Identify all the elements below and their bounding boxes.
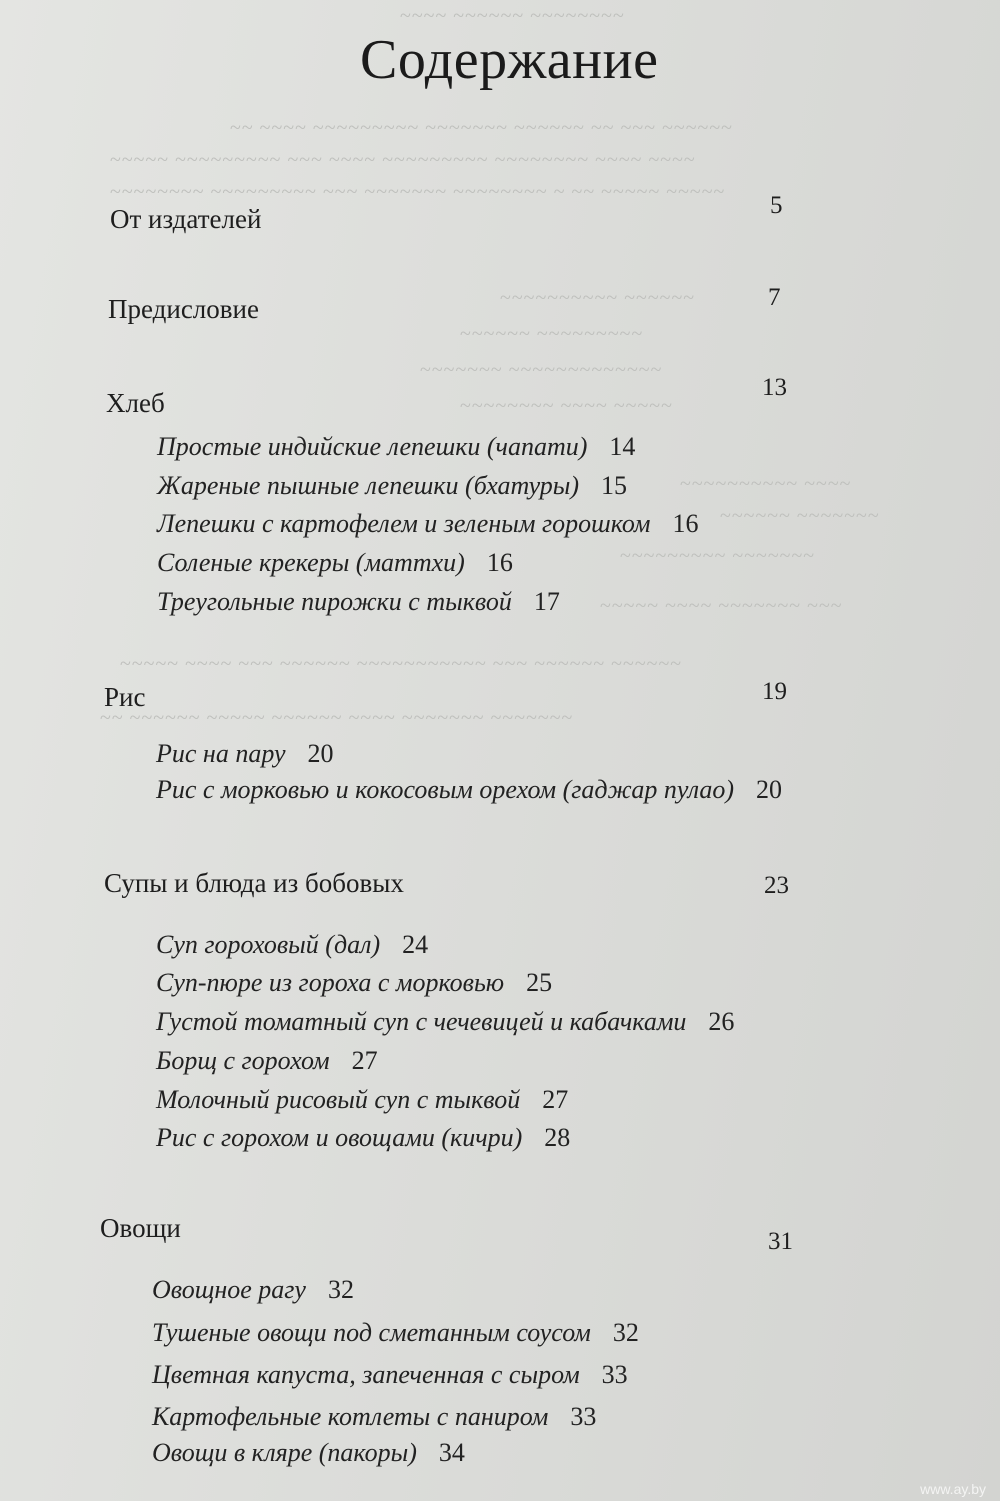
toc-entry-page: 15 xyxy=(601,471,628,500)
toc-section-page: 5 xyxy=(770,192,783,219)
toc-section-page: 19 xyxy=(762,678,787,705)
show-through-text: ~~~~~ ~~~~ ~~~~~~~ ~~~ xyxy=(600,595,843,617)
toc-section-label: Рис xyxy=(104,682,146,712)
toc-section-label: Супы и блюда из бобовых xyxy=(104,868,404,898)
toc-section-page: 23 xyxy=(764,872,789,899)
toc-entry-page: 14 xyxy=(609,432,636,461)
toc-entry xyxy=(156,775,782,805)
show-through-text: ~~~~~~ ~~~~~~~~~ xyxy=(460,323,644,345)
toc-entry xyxy=(156,1123,570,1153)
toc-entry-label: Лепешки с картофелем и зеленым горошком xyxy=(157,509,651,538)
toc-entry xyxy=(157,471,627,501)
toc-entry-label: Борщ с горохом xyxy=(156,1046,330,1075)
toc-entry-label: Жареные пышные лепешки (бхатуры) xyxy=(157,471,580,500)
toc-entry xyxy=(156,1046,378,1076)
show-through-text: ~~~~~~~~~ ~~~~~~~ xyxy=(620,545,816,567)
toc-section-page: 7 xyxy=(768,284,781,311)
toc-entry-page: 17 xyxy=(533,587,560,616)
toc-entry-label: Тушеные овощи под сметанным соусом xyxy=(152,1318,591,1347)
toc-entry-label: Рис с горохом и овощами (кичри) xyxy=(156,1123,523,1152)
toc-entry xyxy=(157,432,635,462)
toc-entry-label: Соленые крекеры (маттхи) xyxy=(157,548,465,577)
show-through-text: ~~~~~~~~~~ ~~~~~~ xyxy=(500,287,696,309)
toc-entry-page: 25 xyxy=(526,968,553,997)
toc-entry-page: 33 xyxy=(570,1402,597,1431)
toc-entry-label: Суп гороховый (дал) xyxy=(156,930,381,959)
toc-entry-label: Простые индийские лепешки (чапати) xyxy=(157,432,588,461)
toc-entry-label: Суп-пюре из гороха с морковью xyxy=(156,968,505,997)
toc-section-label: Хлеб xyxy=(106,388,165,418)
toc-entry-page: 32 xyxy=(612,1318,639,1347)
toc-section-page: 31 xyxy=(768,1228,793,1255)
toc-entry-label: Овощи в кляре (пакоры) xyxy=(152,1438,417,1467)
toc-entry-label: Рис с морковью и кокосовым орехом (гаджар пулао) xyxy=(156,775,735,804)
show-through-text: ~~ ~~~~ ~~~~~~~~~ ~~~~~~~ ~~~~~~ ~~ ~~~ ~~~~~~ xyxy=(230,117,733,139)
toc-entry xyxy=(156,968,552,998)
toc-entry-label: Овощное рагу xyxy=(152,1275,306,1304)
toc-entry-page: 28 xyxy=(544,1123,571,1152)
show-through-text: ~~~~~~ ~~~~~~~ xyxy=(720,505,880,527)
toc-entry-page: 32 xyxy=(327,1275,354,1304)
toc-entry-label: Рис на пару xyxy=(156,739,286,768)
toc-entry-page: 24 xyxy=(402,930,429,959)
toc-entry-label: Картофельные котлеты с паниром xyxy=(152,1402,549,1431)
toc-entry-page: 27 xyxy=(351,1046,378,1075)
toc-entry-label: Треугольные пирожки с тыквой xyxy=(157,587,512,616)
watermark: www.ay.by xyxy=(920,1481,986,1497)
toc-entry xyxy=(157,587,560,617)
show-through-text: ~~~~ ~~~~~~ ~~~~~~~~ xyxy=(400,5,625,27)
toc-section-label: Предисловие xyxy=(108,294,259,324)
toc-entry-page: 20 xyxy=(307,739,334,768)
toc-entry-page: 26 xyxy=(708,1007,735,1036)
toc-entry xyxy=(157,509,699,539)
page-title: Содержание xyxy=(360,29,659,91)
toc-entry xyxy=(152,1275,354,1305)
toc-section-label: От издателей xyxy=(110,204,262,234)
toc-entry xyxy=(152,1402,596,1432)
toc-entry-page: 33 xyxy=(601,1360,628,1389)
toc-entry-label: Цветная капуста, запеченная с сыром xyxy=(152,1360,580,1389)
toc-entry xyxy=(157,548,513,578)
toc-entry xyxy=(152,1360,628,1390)
toc-section-page: 13 xyxy=(762,374,787,401)
show-through-text: ~~~~~ ~~~~~~~~~ ~~~ ~~~~ ~~~~~~~~~ ~~~~~~~~ ~~~~ ~~~~ xyxy=(110,149,696,171)
toc-entry-label: Густой томатный суп с чечевицей и кабачками xyxy=(156,1007,687,1036)
toc-entry xyxy=(152,1318,639,1348)
toc-entry-label: Молочный рисовый суп с тыквой xyxy=(156,1085,521,1114)
show-through-text: ~~~~~~~~ ~~~~ ~~~~~ xyxy=(460,395,673,417)
toc-entry xyxy=(156,739,334,769)
show-through-text: ~~~~~~~~ ~~~~~~~~~ ~~~ ~~~~~~~ ~~~~~~~~ ~ ~~ ~~~~~ ~~~~~ xyxy=(110,181,726,203)
toc-section-label: Овощи xyxy=(100,1213,181,1243)
toc-entry-page: 27 xyxy=(542,1085,569,1114)
show-through-text: ~~~~~~~~~~ ~~~~ xyxy=(680,473,852,495)
toc-entry xyxy=(152,1438,465,1468)
toc-entry-page: 16 xyxy=(486,548,513,577)
show-through-text: ~~~~~~~ ~~~~~~~~~~~~~ xyxy=(420,359,663,381)
toc-entry-page: 16 xyxy=(672,509,699,538)
show-through-text: ~~~~~ ~~~~ ~~~ ~~~~~~ ~~~~~~~~~~~ ~~~ ~~~~~~ ~~~~~~ xyxy=(120,653,683,675)
toc-entry xyxy=(156,930,428,960)
show-through-text: ~~ ~~~~~~ ~~~~~ ~~~~~~ ~~~~ ~~~~~~~ ~~~~~~~ xyxy=(100,707,574,729)
toc-entry xyxy=(156,1007,734,1037)
toc-entry-page: 20 xyxy=(756,775,783,804)
toc-entry xyxy=(156,1085,568,1115)
toc-entry-page: 34 xyxy=(438,1438,465,1467)
